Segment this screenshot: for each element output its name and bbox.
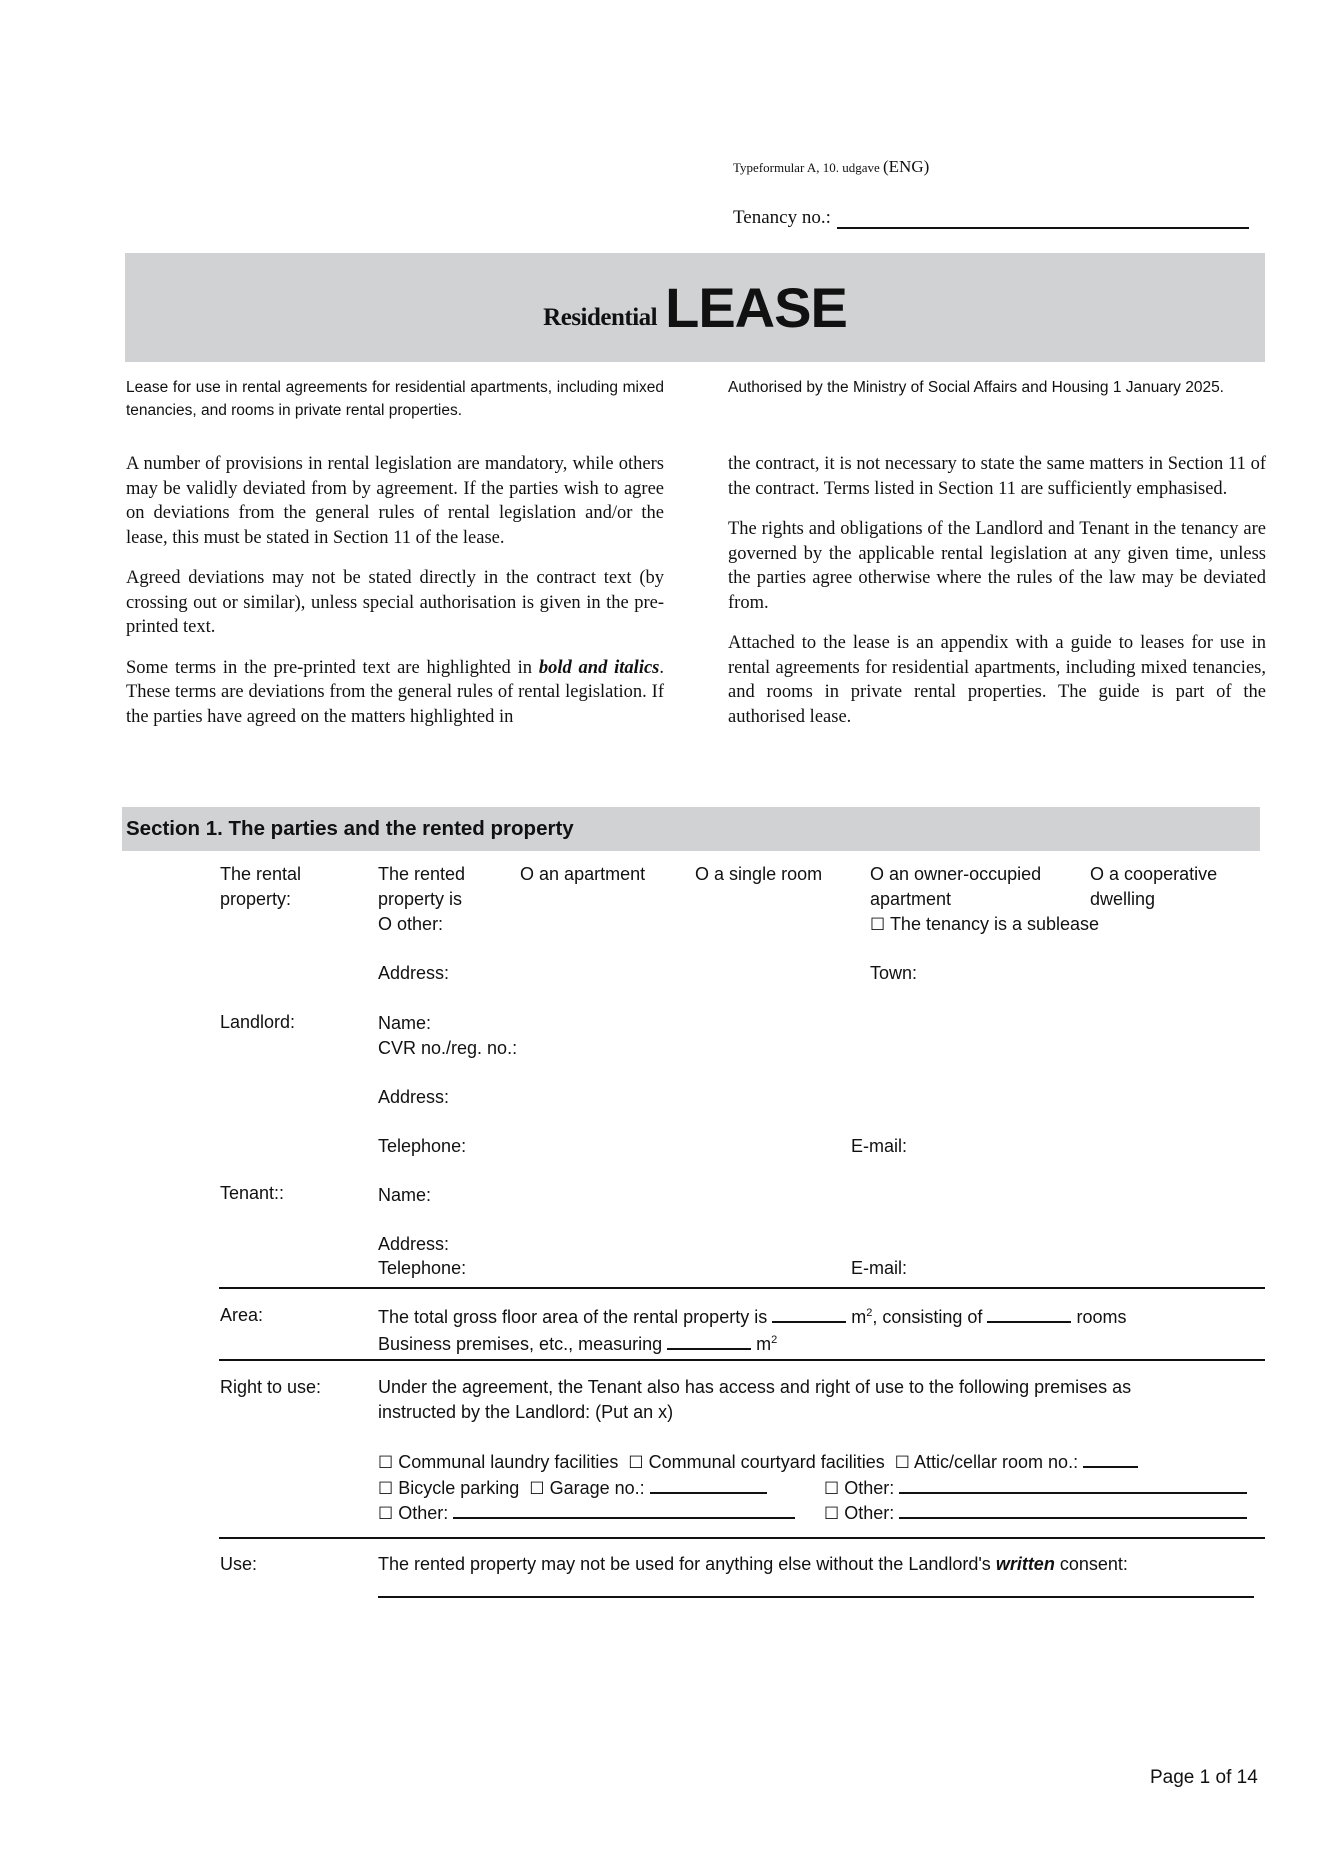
radio-label: other: [397,914,444,934]
text-line: The rented [378,864,466,884]
radio-label-line2: dwelling [1090,889,1156,909]
floor-area-input[interactable] [772,1303,846,1323]
area-label: Area: [220,1305,264,1325]
rental-property-label [220,862,301,912]
tenancy-number-field [733,207,1249,229]
text: , consisting of [872,1307,983,1327]
landlord-label: Landlord: [220,1012,296,1032]
body-column-right [728,452,1266,745]
checkbox-icon: ☐ [894,1453,910,1472]
area-fields [378,1303,1126,1357]
checkbox-icon: ☐ [529,1479,545,1498]
use-text [378,1552,1128,1577]
tenant-name-label: Name: [378,1185,432,1205]
superscript: 2 [771,1334,778,1346]
checkbox-icon: ☐ [628,1453,644,1472]
checkbox-icon: ☐ [870,915,886,934]
page-title: LEASE [665,276,847,339]
label-line: property: [220,889,292,909]
radio-label: a single room [714,864,823,884]
sublease-checkbox[interactable] [870,912,1099,937]
checkbox-label: Other: [844,1503,895,1523]
other-input[interactable] [899,1474,1247,1494]
radio-icon: O [1090,864,1105,884]
landlord-name-label: Name: [378,1013,432,1033]
text: Business premises, etc., measuring [378,1334,663,1354]
superscript: 2 [866,1307,873,1319]
radio-icon: O [695,864,710,884]
checkbox-label: Other: [844,1478,895,1498]
form-identifier [733,157,929,177]
paragraph: The rights and obligations of the Landlord and Tenant in the tenancy are governed by the applicable rental legislation at any given time, unless the parties agree otherwise where the rules of the law may be deviated from. [728,519,1266,613]
page-number: Page 1 of 14 [1150,1767,1258,1788]
divider [219,1359,1265,1361]
property-address-label: Address: [378,963,450,983]
checkbox-icon: ☐ [378,1504,394,1523]
checkbox-label: Attic/cellar room no.: [914,1452,1079,1472]
intro-purpose: Lease for use in rental agreements for residential apartments, including mixed tenancies, and rooms in private rental properties. [126,379,664,419]
body-column-left [126,452,664,745]
landlord-address-label: Address: [378,1087,450,1107]
other-input[interactable] [453,1499,795,1519]
tenant-email-label: E-mail: [851,1258,908,1278]
title-banner [125,253,1265,362]
paragraph: Attached to the lease is an appendix with a guide to leases for use in rental agreements for residential apartments, including mixed tenancies, and rooms in private rental properties. The guide is part of the authorised lease. [728,633,1266,727]
text-line: Under the agreement, the Tenant also has access and right of use to the following premises as [378,1377,1132,1397]
paragraph: Some terms in the pre-printed text are highlighted in bold and italics. These terms are deviations from the general rules of rental legislation. If the parties have agreed on the matters highlighted in [126,657,664,727]
label-line: The rental [220,864,302,884]
divider [219,1287,1265,1289]
checkbox-icon: ☐ [824,1504,840,1523]
radio-single-room[interactable] [695,862,822,887]
text: The rented property may not be used for anything else without the Landlord's [378,1554,996,1574]
other-checkbox[interactable] [378,1499,795,1526]
area-line [378,1330,1126,1357]
divider [219,1537,1265,1539]
emphasis: written [995,1554,1055,1574]
landlord-email-label: E-mail: [851,1136,908,1156]
paragraph-continued: the contract, it is not necessary to state the same matters in Section 11 of the contract. Terms listed in Section 11 are sufficiently emphasised. [728,454,1266,499]
rented-property-is [378,862,465,937]
text: The total gross floor area of the rental property is [378,1307,768,1327]
landlord-cvr-label: CVR no./reg. no.: [378,1038,518,1058]
tenancy-label: Tenancy no.: [733,207,831,228]
courtyard-checkbox[interactable] [628,1452,884,1472]
premises-row [378,1448,1138,1475]
attic-number-input[interactable] [1083,1448,1138,1468]
premises-row [378,1474,767,1501]
text: consent: [1054,1554,1128,1574]
emphasis: bold and italics [538,657,660,678]
use-label: Use: [220,1554,258,1574]
radio-apartment[interactable] [520,862,645,887]
radio-label-line2: apartment [870,889,952,909]
property-town-label: Town: [870,963,918,983]
unit: m [851,1307,867,1327]
checkbox-label: Other: [398,1503,449,1523]
landlord-fields [378,1011,517,1061]
text-line: property is [378,889,463,909]
title-prefix: Residential [543,303,658,331]
attic-checkbox[interactable] [895,1452,1078,1472]
checkbox-label: Garage no.: [549,1478,645,1498]
radio-other[interactable] [378,912,465,937]
checkbox-icon: ☐ [378,1453,394,1472]
checkbox-label: Bicycle parking [398,1478,520,1498]
checkbox-label: The tenancy is a sublease [889,914,1100,934]
form-id-text: Typeformular A, 10. udgave [733,160,880,175]
checkbox-icon: ☐ [378,1479,394,1498]
text-line: instructed by the Landlord: (Put an x) [378,1402,674,1422]
tenant-telephone-label: Telephone: [378,1258,467,1278]
form-language: (ENG) [883,157,930,176]
radio-label: an owner-occupied [889,864,1042,884]
checkbox-label: Communal laundry facilities [398,1452,619,1472]
paragraph: A number of provisions in rental legislation are mandatory, while others may be validly deviated from by agreement. If the parties wish to agree on deviations from the general rules of rental legislation and/or the lease, this must be stated in Section 11 of the lease. [126,454,664,548]
radio-label: an apartment [539,864,646,884]
radio-icon: O [378,914,393,934]
landlord-telephone-label: Telephone: [378,1136,467,1156]
area-line [378,1303,1126,1330]
section-heading: Section 1. The parties and the rented property [122,807,1260,851]
checkbox-icon: ☐ [824,1479,840,1498]
other-input[interactable] [899,1499,1247,1519]
use-consent-input[interactable] [378,1596,1254,1598]
laundry-checkbox[interactable] [378,1452,618,1472]
radio-icon: O [520,864,535,884]
right-to-use-label: Right to use: [220,1377,322,1397]
radio-icon: O [870,864,885,884]
intro-authorisation: Authorised by the Ministry of Social Affairs and Housing 1 January 2025. [728,379,1224,396]
radio-cooperative[interactable] [1090,862,1217,912]
garage-checkbox[interactable] [529,1478,644,1498]
radio-label: a cooperative [1109,864,1218,884]
unit: m [756,1334,772,1354]
radio-owner-occupied[interactable] [870,862,1041,912]
paragraph: Agreed deviations may not be stated directly in the contract text (by crossing out or similar), unless special authorisation is given in the pre-printed text. [126,568,664,637]
tenant-label: Tenant:: [220,1183,285,1203]
tenancy-number-input[interactable] [837,207,1249,229]
other-checkbox[interactable] [824,1499,1247,1526]
right-to-use-text [378,1375,1131,1425]
checkbox-label: Communal courtyard facilities [648,1452,885,1472]
bicycle-checkbox[interactable] [378,1478,519,1498]
tenant-address-label: Address: [378,1234,450,1254]
business-area-input[interactable] [667,1330,751,1350]
other-checkbox[interactable] [824,1474,1247,1501]
garage-number-input[interactable] [650,1474,767,1494]
text: rooms [1076,1307,1127,1327]
rooms-input[interactable] [987,1303,1071,1323]
